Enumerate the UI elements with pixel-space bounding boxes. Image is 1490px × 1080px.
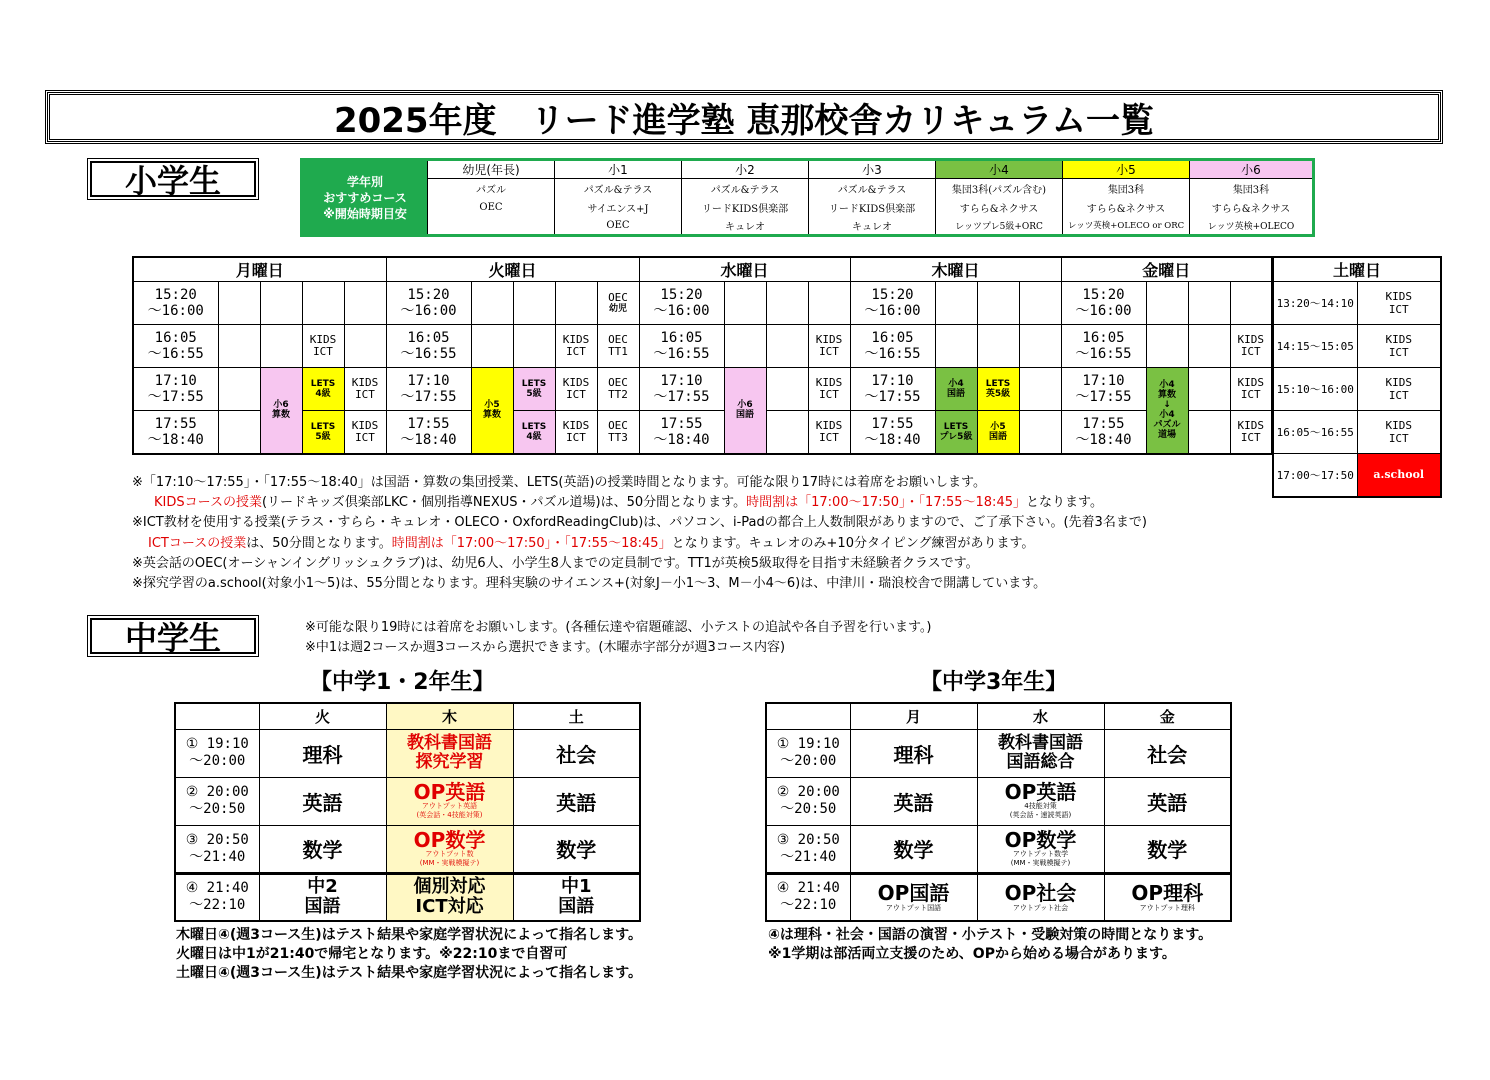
subject: OP理科 アウトプット理科 bbox=[1104, 873, 1231, 921]
elementary-notes bbox=[132, 473, 1147, 594]
course-cell: キュレオ bbox=[682, 217, 809, 236]
class-cell: KIDS ICT bbox=[302, 325, 344, 368]
g3-title: 【中学3年生】 bbox=[920, 670, 1068, 695]
elementary-weekly-table bbox=[132, 256, 1273, 455]
subject: 英語 bbox=[1104, 777, 1231, 825]
grade-header: 小5 bbox=[1063, 160, 1190, 179]
class-cell: OEC TT1 bbox=[597, 325, 639, 368]
class-cell: KIDS ICT bbox=[1230, 368, 1272, 411]
subject: 教科書国語 国語総合 bbox=[977, 729, 1104, 777]
time-cell: 15:20 ～16:00 bbox=[639, 282, 724, 325]
class-cell: KIDS ICT bbox=[344, 368, 386, 411]
period-time: ③ 20:50 ～21:40 bbox=[175, 825, 259, 873]
course-cell: レッツ英検+OLECO or ORC bbox=[1063, 217, 1190, 236]
subject: 教科書国語 探究学習 bbox=[386, 729, 513, 777]
time-cell: 16:05 ～16:55 bbox=[850, 325, 935, 368]
class-cell: KIDS ICT bbox=[1230, 325, 1272, 368]
period-time: ③ 20:50 ～21:40 bbox=[766, 825, 850, 873]
subject: 英語 bbox=[259, 777, 386, 825]
class-cell: LETS 5級 bbox=[302, 411, 344, 454]
time-cell: 17:10 ～17:55 bbox=[386, 368, 471, 411]
g12-timetable bbox=[174, 702, 641, 922]
junior-section-label: 中学生 bbox=[90, 618, 256, 654]
time-cell: 17:55 ～18:40 bbox=[1061, 411, 1146, 454]
course-cell: 集団3科 bbox=[1190, 179, 1314, 198]
course-cell: 集団3科(パズル含む) bbox=[936, 179, 1063, 198]
class-cell: KIDS ICT bbox=[555, 368, 597, 411]
subject: 個別対応 ICT対応 bbox=[386, 873, 513, 921]
time-cell: 17:10 ～17:55 bbox=[133, 368, 218, 411]
class-cell: 小4 算数 ↓ 小4 パズル 道場 bbox=[1146, 368, 1188, 454]
recommended-course-table bbox=[300, 158, 1315, 237]
time-cell: 15:20 ～16:00 bbox=[133, 282, 218, 325]
class-cell: KIDS ICT bbox=[555, 325, 597, 368]
course-cell: パズル&テラス bbox=[682, 179, 809, 198]
subject: 社会 bbox=[1104, 729, 1231, 777]
day-header: 木 bbox=[386, 703, 513, 729]
day-header: 水 bbox=[977, 703, 1104, 729]
subject: 数学 bbox=[513, 825, 640, 873]
course-cell: レッツ英検+OLECO bbox=[1190, 217, 1314, 236]
time-cell: 16:05 ～16:55 bbox=[386, 325, 471, 368]
course-cell: キュレオ bbox=[809, 217, 936, 236]
sat-class: KIDS ICT bbox=[1357, 282, 1441, 325]
page-title: 2025年度 リード進学塾 恵那校舎カリキュラム一覧 bbox=[47, 92, 1441, 142]
class-cell: OEC TT2 bbox=[597, 368, 639, 411]
sat-time: 17:00～17:50 bbox=[1273, 454, 1357, 497]
sat-time: 14:15～15:05 bbox=[1273, 325, 1357, 368]
course-cell: OEC bbox=[555, 217, 682, 236]
class-cell: KIDS ICT bbox=[555, 411, 597, 454]
time-cell: 16:05 ～16:55 bbox=[1061, 325, 1146, 368]
class-cell: LETS 英5級 bbox=[977, 368, 1019, 411]
sat-class: KIDS ICT bbox=[1357, 325, 1441, 368]
subject: 数学 bbox=[1104, 825, 1231, 873]
grade-header: 幼児(年長) bbox=[428, 160, 555, 179]
period-time: ④ 21:40 ～22:10 bbox=[175, 873, 259, 921]
subject: 社会 bbox=[513, 729, 640, 777]
subject: OP英語 4技能対策 (英会話・速読英語) bbox=[977, 777, 1104, 825]
subject: 英語 bbox=[513, 777, 640, 825]
time-cell: 15:20 ～16:00 bbox=[386, 282, 471, 325]
course-cell: すらら&ネクサス bbox=[936, 198, 1063, 217]
subject: 英語 bbox=[850, 777, 977, 825]
time-cell: 16:05 ～16:55 bbox=[639, 325, 724, 368]
class-cell: LETS プレ5級 bbox=[935, 411, 977, 454]
subject: OP数学 アウトプット数学 (MM・実戦模擬テ) bbox=[977, 825, 1104, 873]
g12-footnotes: 木曜日④(週3コース生)はテスト結果や家庭学習状況によって指名します。 火曜日は中1が21:40で帰宅となります。※22:10まで自習可 土曜日④(週3コース生)はテスト結果や家庭学習状況によって指名します。 bbox=[176, 927, 643, 981]
day-header-sat: 土曜日 bbox=[1273, 257, 1441, 282]
subject: OP英語 アウトプット英語 (英会話・4技能対策) bbox=[386, 777, 513, 825]
subject: 理科 bbox=[850, 729, 977, 777]
day-header: 火 bbox=[259, 703, 386, 729]
subject: OP国語 アウトプット国語 bbox=[850, 873, 977, 921]
sat-time: 16:05～16:55 bbox=[1273, 411, 1357, 454]
class-cell: LETS 5級 bbox=[513, 368, 555, 411]
course-cell: パズル&テラス bbox=[555, 179, 682, 198]
time-cell: 15:20 ～16:00 bbox=[850, 282, 935, 325]
time-cell: 17:55 ～18:40 bbox=[639, 411, 724, 454]
g3-timetable bbox=[765, 702, 1232, 922]
time-cell: 17:55 ～18:40 bbox=[386, 411, 471, 454]
subject: 中1 国語 bbox=[513, 873, 640, 921]
subject: OP数学 アウトプット数 (MM・実戦模擬テ) bbox=[386, 825, 513, 873]
class-cell: LETS 4級 bbox=[513, 411, 555, 454]
class-cell: 小4 国語 bbox=[935, 368, 977, 411]
sat-class: KIDS ICT bbox=[1357, 411, 1441, 454]
course-cell: レッツプレ5級+ORC bbox=[936, 217, 1063, 236]
sat-class: KIDS ICT bbox=[1357, 368, 1441, 411]
course-label: 学年別 おすすめコース ※開始時期目安 bbox=[302, 160, 428, 236]
grade-header: 小4 bbox=[936, 160, 1063, 179]
note: ICTコースの授業は、50分間となります。時間割は「17:00～17:50」・「17:55～18:45」となります。キュレオのみ+10分タイピング練習があります。 bbox=[148, 535, 1035, 551]
grade-header: 小3 bbox=[809, 160, 936, 179]
subject: OP社会 アウトプット社会 bbox=[977, 873, 1104, 921]
day-header-fri: 金曜日 bbox=[1061, 257, 1272, 282]
day-header: 金 bbox=[1104, 703, 1231, 729]
time-cell: 15:20 ～16:00 bbox=[1061, 282, 1146, 325]
grade-header: 小6 bbox=[1190, 160, 1314, 179]
g3-footnotes: ④は理科・社会・国語の演習・小テスト・受験対策の時間となります。 ※1学期は部活両立支援のため、OPから始める場合があります。 bbox=[768, 927, 1213, 962]
day-header: 月 bbox=[850, 703, 977, 729]
course-cell: リードKIDS倶楽部 bbox=[809, 198, 936, 217]
course-cell: OEC bbox=[428, 198, 555, 217]
course-cell: 集団3科 bbox=[1063, 179, 1190, 198]
class-cell: OEC TT3 bbox=[597, 411, 639, 454]
period-time: ① 19:10 ～20:00 bbox=[766, 729, 850, 777]
course-cell: パズル&テラス bbox=[809, 179, 936, 198]
time-cell: 17:10 ～17:55 bbox=[1061, 368, 1146, 411]
course-cell: すらら&ネクサス bbox=[1063, 198, 1190, 217]
period-time: ① 19:10 ～20:00 bbox=[175, 729, 259, 777]
class-cell: LETS 4級 bbox=[302, 368, 344, 411]
time-cell: 17:10 ～17:55 bbox=[850, 368, 935, 411]
course-cell bbox=[428, 217, 555, 236]
junior-notes: ※可能な限り19時には着席をお願いします。(各種伝達や宿題確認、小テストの追試や各自予習を行います。) ※中1は週2コースか週3コースから選択できます。(木曜赤字部分が週3コース内容) bbox=[305, 620, 932, 655]
course-cell: リードKIDS倶楽部 bbox=[682, 198, 809, 217]
subject: 数学 bbox=[850, 825, 977, 873]
day-header-tue: 火曜日 bbox=[386, 257, 639, 282]
course-cell: すらら&ネクサス bbox=[1190, 198, 1314, 217]
class-cell: KIDS ICT bbox=[808, 411, 850, 454]
class-cell: 小5 算数 bbox=[471, 368, 513, 454]
class-cell: 小5 国語 bbox=[977, 411, 1019, 454]
period-time: ② 20:00 ～20:50 bbox=[766, 777, 850, 825]
time-cell: 17:55 ～18:40 bbox=[133, 411, 218, 454]
sat-time: 13:20～14:10 bbox=[1273, 282, 1357, 325]
subject: 数学 bbox=[259, 825, 386, 873]
grade-header: 小2 bbox=[682, 160, 809, 179]
note: KIDSコースの授業(リードキッズ倶楽部LKC・個別指導NEXUS・パズル道場)は、50分間となります。時間割は「17:00～17:50」・「17:55～18:45」となります。 bbox=[154, 495, 1103, 511]
note: ※ICT教材を使用する授業(テラス・すらら・キュレオ・OLECO・OxfordReadingClub)は、パソコン、i-Padの都合上人数制限がありますので、ご了承下さい。(先着3名まで) bbox=[132, 515, 1147, 531]
period-time: ② 20:00 ～20:50 bbox=[175, 777, 259, 825]
note: ※英会話のOEC(オーシャンイングリッシュクラブ)は、幼児6人、小学生8人までの定員制です。TT1が英検5級取得を目指す未経験者クラスです。 bbox=[132, 555, 979, 571]
class-cell: 小6 国語 bbox=[724, 368, 766, 454]
class-cell: KIDS ICT bbox=[808, 325, 850, 368]
day-header-thu: 木曜日 bbox=[850, 257, 1061, 282]
g12-title: 【中学1・2年生】 bbox=[310, 670, 495, 695]
subject: 理科 bbox=[259, 729, 386, 777]
note: ※探究学習のa.school(対象小1～5)は、55分間となります。理科実験のサイエンス+(対象J－小1～3、M－小4～6)は、中津川・瑞浪校舎で開講しています。 bbox=[132, 576, 1047, 592]
elementary-section-label: 小学生 bbox=[90, 161, 256, 197]
course-cell: サイエンス+J bbox=[555, 198, 682, 217]
class-cell: 小6 算数 bbox=[260, 368, 302, 454]
course-cell: パズル bbox=[428, 179, 555, 198]
grade-header: 小1 bbox=[555, 160, 682, 179]
sat-time: 15:10～16:00 bbox=[1273, 368, 1357, 411]
time-cell: 17:10 ～17:55 bbox=[639, 368, 724, 411]
day-header-mon: 月曜日 bbox=[133, 257, 386, 282]
class-cell: KIDS ICT bbox=[808, 368, 850, 411]
period-time: ④ 21:40 ～22:10 bbox=[766, 873, 850, 921]
day-header-wed: 水曜日 bbox=[639, 257, 850, 282]
sat-class-aschool: a.school bbox=[1357, 454, 1441, 497]
class-cell: OEC 幼児 bbox=[597, 282, 639, 325]
subject: 中2 国語 bbox=[259, 873, 386, 921]
day-header: 土 bbox=[513, 703, 640, 729]
saturday-table bbox=[1272, 256, 1442, 498]
class-cell: KIDS ICT bbox=[1230, 411, 1272, 454]
note: ※「17:10～17:55」・「17:55～18:40」は国語・算数の集団授業、LETS(英語)の授業時間となります。可能な限り17時には着席をお願いします。 bbox=[132, 475, 987, 490]
time-cell: 16:05 ～16:55 bbox=[133, 325, 218, 368]
class-cell: KIDS ICT bbox=[344, 411, 386, 454]
time-cell: 17:55 ～18:40 bbox=[850, 411, 935, 454]
